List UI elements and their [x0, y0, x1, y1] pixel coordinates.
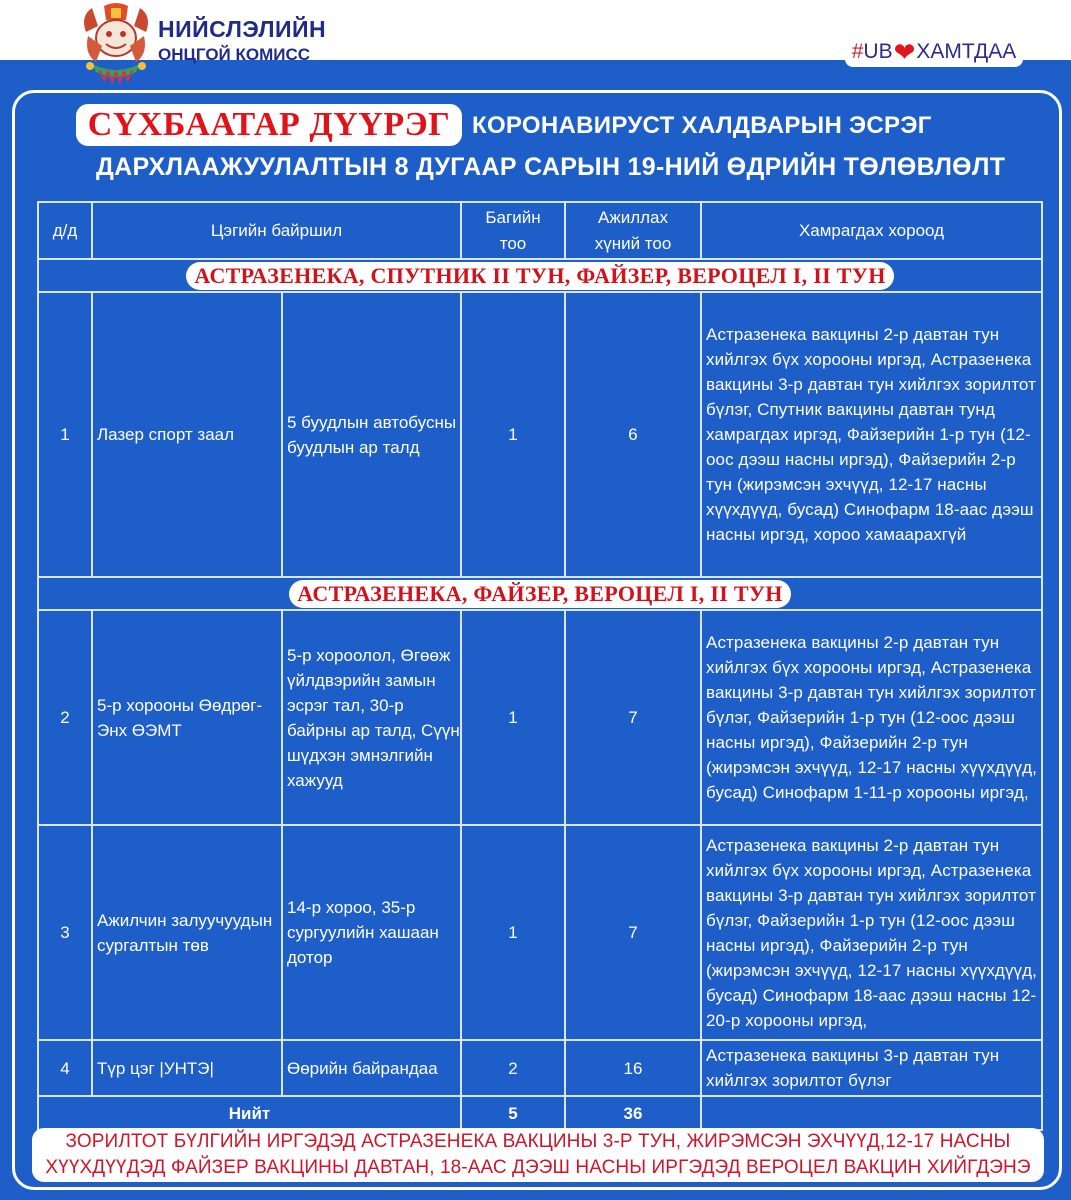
table-row — [38, 292, 1042, 577]
header-staff — [565, 202, 701, 259]
title-line2: ДАРХЛААЖУУЛАЛТЫН 8 ДУГААР САРЫН 19-НИЙ ӨДРИЙН ТӨЛӨВЛӨЛТ — [96, 153, 1006, 181]
cell-address: Өөрийн байрандаа — [282, 1040, 461, 1096]
cell-staff: 7 — [565, 610, 701, 825]
cell-no: 1 — [38, 292, 92, 577]
header-teams — [461, 202, 565, 259]
total-coverage — [701, 1096, 1042, 1130]
org-name-line1: НИЙСЛЭЛИЙН — [158, 16, 327, 42]
header-coverage: Хамрагдах хороод — [701, 202, 1042, 259]
section-cell — [38, 259, 1042, 292]
hashtag-word: ХАМТДАА — [916, 40, 1017, 63]
hashtag-badge — [845, 37, 1023, 67]
cell-no: 2 — [38, 610, 92, 825]
table-row — [38, 610, 1042, 825]
total-teams: 5 — [461, 1096, 565, 1130]
cell-address: 5-р хороолол, Өгөөж үйлдвэрийн замын эсрэг тал, 30-р байрны ар талд, Сүүн шүдхэн эмнэлгийн хажууд — [282, 610, 461, 825]
hashtag-ub: UB — [863, 40, 893, 63]
heart-icon: ❤ — [893, 37, 916, 67]
cell-staff: 7 — [565, 825, 701, 1040]
hashtag-hash: # — [851, 40, 864, 63]
cell-location: Түр цэг |УНТЭ| — [92, 1040, 282, 1096]
section-row — [38, 259, 1042, 292]
footer-note-line1: ЗОРИЛТОТ БҮЛГИЙН ИРГЭДЭД АСТРАЗЕНЕКА ВАКЦИНЫ 3-Р ТУН, ЖИРЭМСЭН ЭХЧҮҮД,12-17 НАСНЫ — [65, 1131, 1011, 1152]
cell-coverage: Астразенека вакцины 2-р давтан тун хийлгэх бүх хорооны иргэд, Астразенека вакцины 3-р давтан тун хийлгэх зорилтот бүлэг, Файзерийн 1-р тун (12-оос дээш насны иргэд), Файзерийн 2-р тун (жирэмсэн эхчүүд, 12-17 насны хүүхдүүд, бусад) Синофарм 18-аас дээш насны 12-20-р хорооны иргэд, — [701, 825, 1042, 1040]
cell-teams: 1 — [461, 610, 565, 825]
cell-coverage: Астразенека вакцины 2-р давтан тун хийлгэх бүх хорооны иргэд, Астразенека вакцины 3-р давтан тун хийлгэх зорилтот бүлэг, Файзерийн 1-р тун (12-оос дээш насны иргэд), Файзерийн 2-р тун (жирэмсэн эхчүүд, 12-17 насны хүүхдүүд, бусад) Синофарм 1-11-р хорооны иргэд, — [701, 610, 1042, 825]
cell-address: 14-р хороо, 35-р сургуулийн хашаан дотор — [282, 825, 461, 1040]
cell-location: Ажилчин залуучуудын сургалтын төв — [92, 825, 282, 1040]
vaccination-schedule-table — [37, 201, 1043, 1131]
header-staff-line1: Ажиллах — [597, 207, 668, 227]
total-staff: 36 — [565, 1096, 701, 1130]
cell-location: 5-р хорооны Өөдрөг-Энх ӨЭМТ — [92, 610, 282, 825]
cell-no: 3 — [38, 825, 92, 1040]
total-row — [38, 1096, 1042, 1130]
org-name — [158, 18, 326, 63]
cell-no: 4 — [38, 1040, 92, 1096]
cell-coverage: Астразенека вакцины 3-р давтан тун хийлгэх зорилтот бүлэг — [701, 1040, 1042, 1096]
header-no: д/д — [38, 202, 92, 259]
soyombo-emblem-icon — [78, 2, 154, 84]
table-header-row — [38, 202, 1042, 259]
section-label: АСТРАЗЕНЕКА, СПУТНИК II ТУН, ФАЙЗЕР, ВЕРОЦЕЛ I, II ТУН — [186, 262, 893, 290]
cell-staff: 6 — [565, 292, 701, 577]
section-cell — [38, 577, 1042, 610]
cell-location: Лазер спорт заал — [92, 292, 282, 577]
cell-address: 5 буудлын автобусны буудлын ар талд — [282, 292, 461, 577]
cell-staff: 16 — [565, 1040, 701, 1096]
cell-teams: 1 — [461, 825, 565, 1040]
org-name-line2: ОНЦГОЙ КОМИСС — [158, 45, 311, 64]
section-row — [38, 577, 1042, 610]
table-row — [38, 825, 1042, 1040]
header-location: Цэгийн байршил — [92, 202, 461, 259]
cell-coverage: Астразенека вакцины 2-р давтан тун хийлгэх бүх хорооны иргэд, Астразенека вакцины 3-р давтан тун хийлгэх зорилтот бүлэг, Спутник вакцины давтан тунд хамрагдах иргэд, Файзерийн 1-р тун (12-оос дээш насны иргэд), Файзерийн 2-р тун (жирэмсэн эхчүүд, 12-17 насны хүүхдүүд, бусад) Синофарм 18-аас дээш насны иргэд, хороо хамаарахгүй — [701, 292, 1042, 577]
cell-teams: 2 — [461, 1040, 565, 1096]
header-teams-line2: тоо — [499, 233, 527, 253]
cell-teams: 1 — [461, 292, 565, 577]
total-label: Нийт — [38, 1096, 461, 1130]
header-staff-line2: хүний тоо — [594, 233, 672, 253]
footer-note-line2: ХҮҮХДҮҮДЭД ФАЙЗЕР ВАКЦИНЫ ДАВТАН, 18-ААС ДЭЭШ НАСНЫ ИРГЭДЭД ВЕРОЦЕЛ ВАКЦИН ХИЙГДЭНЭ — [45, 1157, 1031, 1178]
section-label: АСТРАЗЕНЕКА, ФАЙЗЕР, ВЕРОЦЕЛ I, II ТУН — [289, 580, 790, 608]
footer-note — [32, 1128, 1044, 1182]
district-title: СҮХБААТАР ДҮҮРЭГ — [76, 104, 462, 146]
header-teams-line1: Багийн — [485, 207, 541, 227]
table-row — [38, 1040, 1042, 1096]
title-line1: КОРОНАВИРУСТ ХАЛДВАРЫН ЭСРЭГ — [472, 112, 932, 139]
